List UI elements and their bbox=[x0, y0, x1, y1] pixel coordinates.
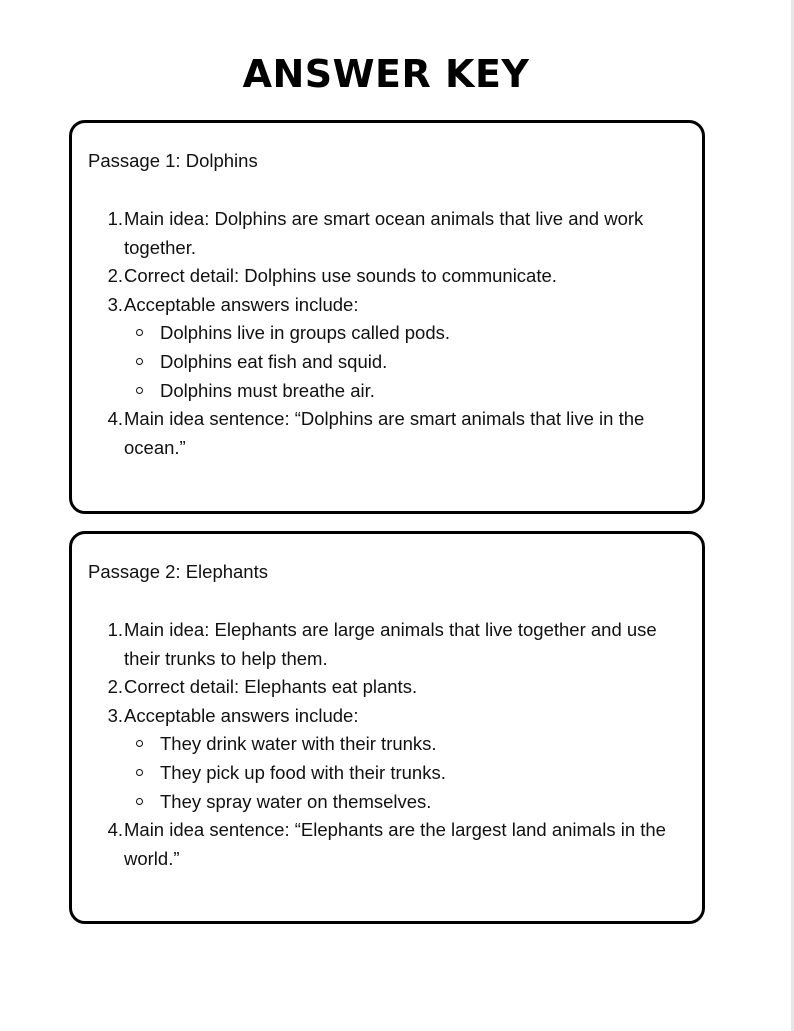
sub-answer-item bbox=[124, 759, 688, 788]
item-text: Main idea sentence: “Dolphins are smart animals that live in the ocean.” bbox=[124, 408, 645, 458]
sub-answer-item bbox=[124, 348, 688, 377]
passage-title: Passage 1: Dolphins bbox=[88, 150, 258, 171]
item-text: Main idea: Dolphins are smart ocean animals that live and work together. bbox=[124, 208, 644, 258]
sub-answer-text: Dolphins must breathe air. bbox=[160, 379, 375, 401]
answer-item bbox=[88, 616, 688, 673]
answer-item bbox=[88, 405, 688, 462]
answer-item bbox=[88, 262, 688, 291]
answer-item bbox=[88, 205, 688, 262]
passage-title: Passage 2: Elephants bbox=[88, 561, 268, 582]
sub-answer-text: Dolphins live in groups called pods. bbox=[160, 322, 451, 344]
item-number: 4. bbox=[107, 408, 123, 430]
item-number: 2. bbox=[107, 676, 123, 698]
circle-bullet-icon bbox=[136, 798, 143, 805]
sub-answer-item bbox=[124, 730, 688, 759]
item-number: 3. bbox=[107, 704, 123, 726]
item-number: 2. bbox=[107, 265, 123, 287]
item-number: 1. bbox=[107, 619, 123, 640]
circle-bullet-icon bbox=[136, 329, 143, 336]
sub-answer-item bbox=[124, 319, 688, 348]
acceptable-answers-list bbox=[124, 730, 688, 816]
item-text: Acceptable answers include: bbox=[124, 293, 359, 315]
passage-card-dolphins bbox=[69, 120, 705, 514]
sub-answer-item bbox=[124, 788, 688, 817]
circle-bullet-icon bbox=[136, 769, 143, 776]
answer-list bbox=[88, 205, 688, 462]
item-text: Correct detail: Elephants eat plants. bbox=[124, 676, 418, 698]
answer-item bbox=[88, 702, 688, 816]
item-number: 4. bbox=[107, 819, 123, 841]
answer-item bbox=[88, 816, 688, 873]
circle-bullet-icon bbox=[136, 740, 143, 747]
item-text: Main idea: Elephants are large animals that live together and use their trunks to help them. bbox=[124, 619, 657, 669]
sub-answer-text: They drink water with their trunks. bbox=[160, 733, 437, 755]
circle-bullet-icon bbox=[136, 358, 143, 365]
answer-list bbox=[88, 616, 688, 873]
item-number: 3. bbox=[107, 293, 123, 315]
passage-card-elephants bbox=[69, 531, 705, 924]
sub-answer-text: They spray water on themselves. bbox=[160, 790, 432, 812]
answer-item bbox=[88, 291, 688, 405]
sub-answer-text: Dolphins eat fish and squid. bbox=[160, 350, 388, 372]
page-title: ANSWER KEY bbox=[242, 52, 530, 97]
answer-item bbox=[88, 673, 688, 702]
sub-answer-text: They pick up food with their trunks. bbox=[160, 761, 446, 783]
sub-answer-item bbox=[124, 377, 688, 406]
circle-bullet-icon bbox=[136, 387, 143, 394]
item-text: Acceptable answers include: bbox=[124, 704, 359, 726]
acceptable-answers-list bbox=[124, 319, 688, 405]
item-text: Correct detail: Dolphins use sounds to communicate. bbox=[124, 265, 557, 287]
item-number: 1. bbox=[107, 208, 123, 229]
item-text: Main idea sentence: “Elephants are the largest land animals in the world.” bbox=[124, 819, 666, 869]
